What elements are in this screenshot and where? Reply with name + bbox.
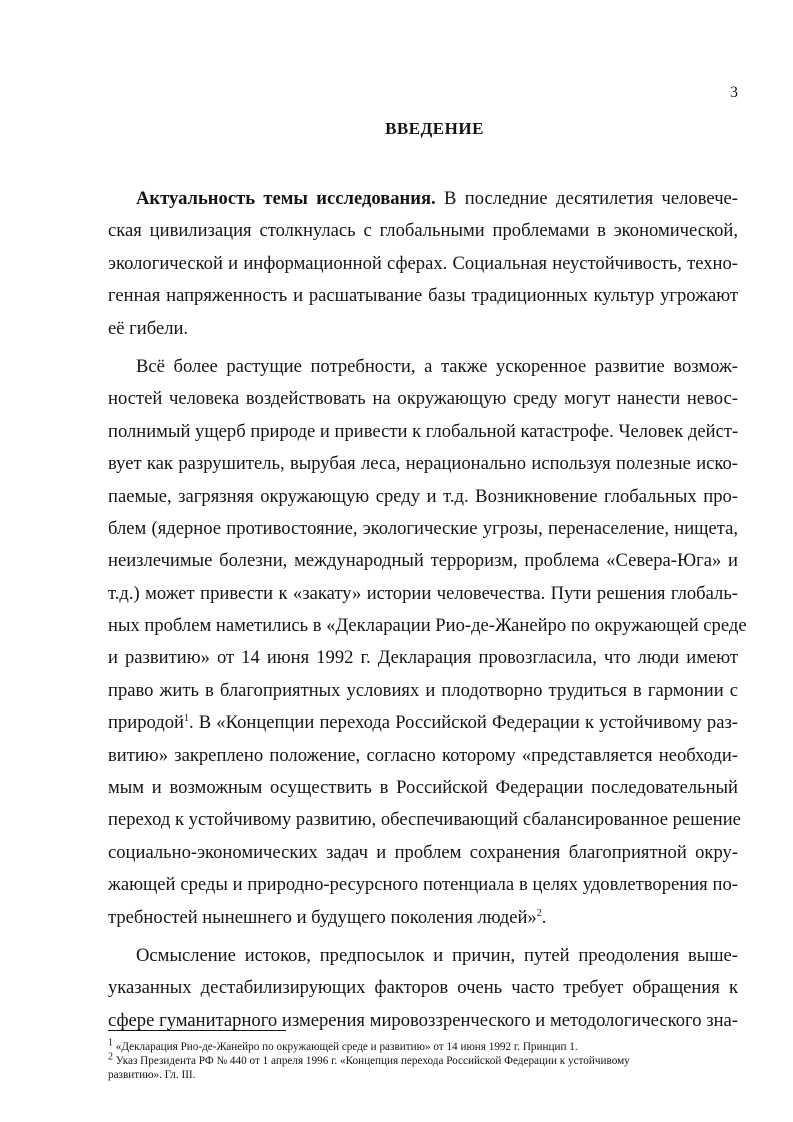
text-line: ская цивилизация столкнулась с глобальными проблемами в экономической,	[108, 220, 738, 242]
text-line: блем (ядерное противостояние, экологические угрозы, перенаселение, нищета,	[108, 517, 738, 539]
footnote-divider	[108, 1030, 286, 1031]
body-text	[108, 183, 747, 1037]
topic-relevance-label: Актуальность темы исследования.	[136, 188, 436, 209]
text-line: экологической и информационной сферах. Социальная неустойчивость, техно-	[108, 252, 738, 274]
footnotes	[108, 1037, 740, 1082]
text-line: паемые, загрязняя окружающую среду и т.д. Возникновение глобальных про-	[108, 485, 738, 507]
text-line: вует как разрушитель, вырубая леса, нерационально используя полезные иско-	[108, 453, 738, 475]
footnote-marker: 1	[183, 713, 189, 725]
text-line: мым и возможным осуществить в Российской Федерации последовательный	[108, 777, 738, 799]
text-line: требностей нынешнего и будущего поколения людей»$^2$.	[108, 906, 547, 928]
text-line-rest: В последние десятилетия человече-	[435, 188, 738, 209]
text-line: полнимый ущерб природе и привести к глобальной катастрофе. Человек дейст-	[108, 420, 739, 442]
text-line: социально-экономических задач и проблем сохранения благоприятной окру-	[108, 841, 738, 863]
text-line: жающей среды и природно-ресурсного потенциала в целях удовлетворения по-	[108, 874, 738, 896]
footnote-marker: 2	[536, 907, 542, 919]
paragraph-1	[108, 183, 738, 345]
footnote-number: 1	[108, 1037, 113, 1049]
text-line: генная напряженность и расшатывание базы традиционных культур угрожают	[108, 285, 738, 307]
text-line: указанных дестабилизирующих факторов очень часто требует обращения к	[108, 977, 738, 999]
text-line: сфере гуманитарного измерения мировоззренческого и методологического зна-	[108, 1009, 738, 1031]
page-title: ВВЕДЕНИЕ	[385, 119, 484, 138]
text-line: природой$^1$. В «Концепции перехода Российской Федерации к устойчивому раз-	[108, 712, 738, 734]
text-line: и развитию» от 14 июня 1992 г. Декларация провозгласила, что люди имеют	[108, 647, 738, 669]
text-line	[108, 183, 738, 215]
text-line: Осмысление истоков, предпосылок и причин, путей преодоления выше-	[136, 944, 738, 966]
footnote-1: $^1$ «Декларация Рио-де-Жанейро по окружающей среде и развитию» от 14 июня 1992 г. Принцип 1.	[108, 1037, 578, 1053]
paragraph-2	[108, 351, 747, 934]
page-number: 3	[730, 84, 738, 101]
footnote-2: $^2$ Указ Президента РФ № 440 от 1 апреля 1996 г. «Концепция перехода Российской Федерации к устойчивому	[108, 1051, 630, 1067]
text-line: т.д.) может привести к «закату» истории человечества. Пути решения глобаль-	[108, 582, 738, 604]
footnote-2-continued: развитию». Гл. III.	[108, 1069, 196, 1081]
text-line: неизлечимые болезни, международный терроризм, проблема «Севера-Юга» и	[108, 550, 738, 572]
text-line: ностей человека воздействовать на окружающую среду могут нанести невос-	[108, 388, 738, 410]
text-line: витию» закреплено положение, согласно которому «представляется необходи-	[108, 744, 738, 766]
footnote-number: 2	[108, 1051, 113, 1063]
paragraph-3	[108, 940, 738, 1037]
text-line: её гибели.	[108, 317, 189, 339]
text-line: право жить в благоприятных условиях и плодотворно трудиться в гармонии с	[108, 679, 738, 701]
text-line: переход к устойчивому развитию, обеспечивающий сбалансированное решение	[108, 809, 741, 831]
text-line: Всё более растущие потребности, а также ускоренное развитие возмож-	[136, 355, 738, 377]
text-line: ных проблем наметились в «Декларации Рио-де-Жанейро по окружающей среде	[108, 615, 747, 637]
